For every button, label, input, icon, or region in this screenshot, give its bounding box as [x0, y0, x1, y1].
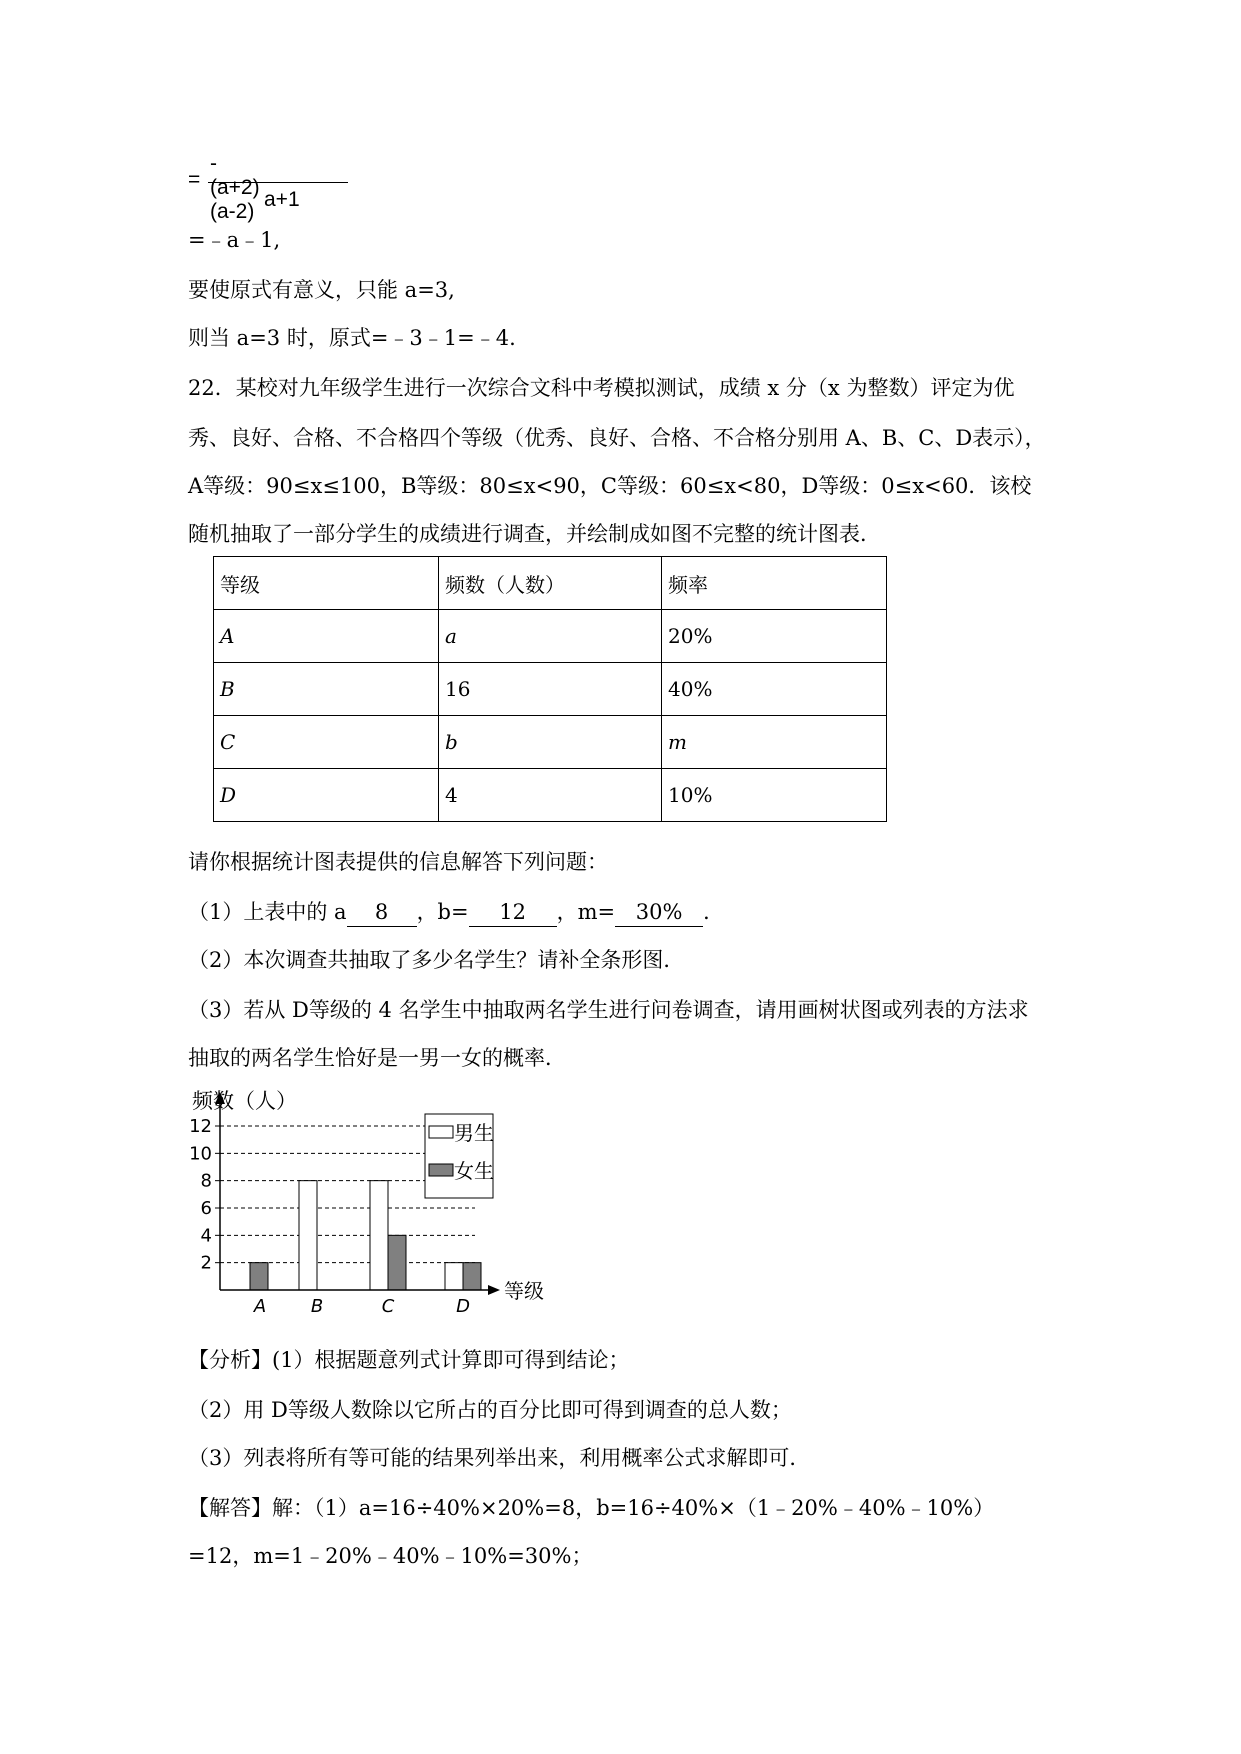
- problem-line-2: 秀、良好、合格、不合格四个等级（优秀、良好、合格、不合格分别用 A、B、C、D表示），: [188, 426, 1046, 450]
- analysis-line-3: （3）列表将所有等可能的结果列举出来，利用概率公式求解即可．: [188, 1446, 811, 1470]
- equals-sign: =: [188, 168, 201, 191]
- y-tick-label: 2: [200, 1252, 212, 1274]
- chart-title: 频数（人）: [192, 1090, 297, 1113]
- problem-number: 22．: [188, 376, 236, 400]
- bar-female: [388, 1235, 406, 1290]
- y-tick-label: 6: [200, 1198, 212, 1219]
- analysis-line-2: （2）用 D等级人数除以它所占的百分比即可得到调查的总人数；: [188, 1398, 792, 1422]
- bar-male: [370, 1181, 388, 1290]
- question-1: [188, 898, 724, 927]
- answer-line-1: 【解答】解：（1）a=16÷40%×20%=8，b=16÷40%×（1﹣20%﹣40%﹣10%）: [188, 1496, 995, 1520]
- q1-answer-m: 30%: [615, 898, 703, 927]
- y-tick-label: 8: [200, 1170, 212, 1192]
- table-cell: a: [439, 610, 662, 663]
- fraction-numerator: -(a+2)(a-2): [210, 152, 260, 223]
- table-cell: 4: [439, 769, 662, 822]
- problem-line-4: 随机抽取了一部分学生的成绩进行调查，并绘制成如图不完整的统计图表．: [188, 522, 881, 546]
- table-cell: m: [662, 716, 887, 769]
- grade-table: [213, 556, 887, 822]
- solution-line-1: =﹣a﹣1,: [188, 228, 281, 252]
- y-tick-label: 12: [189, 1116, 212, 1137]
- table-cell: C: [214, 716, 439, 769]
- solution-line-2: 要使原式有意义，只能 a=3,: [188, 278, 455, 302]
- legend-swatch: [429, 1126, 453, 1138]
- table-cell: A: [214, 610, 439, 663]
- legend-label: 女生: [454, 1159, 494, 1183]
- table-header: 频率: [662, 557, 887, 610]
- x-category-label: D: [456, 1296, 470, 1317]
- table-header: 等级: [214, 557, 439, 610]
- table-header-row: [214, 557, 887, 610]
- q1-answer-a: 8: [347, 898, 417, 927]
- q1-end: ．: [703, 900, 725, 924]
- bar-female: [250, 1263, 268, 1290]
- table-header: 频数（人数）: [439, 557, 662, 610]
- solution-line-3: 则当 a=3 时，原式=﹣3﹣1=﹣4.: [188, 326, 516, 350]
- bar-male: [299, 1181, 317, 1290]
- table-cell: D: [214, 769, 439, 822]
- x-axis-arrow: [488, 1285, 500, 1295]
- table-cell: 20%: [662, 610, 887, 663]
- table-cell: 40%: [662, 663, 887, 716]
- fraction-bar: [208, 182, 348, 183]
- x-category-label: C: [381, 1296, 395, 1317]
- bar-male: [445, 1263, 463, 1290]
- y-tick-label: 4: [200, 1225, 212, 1247]
- table-cell: 16: [439, 663, 662, 716]
- table-cell: 10%: [662, 769, 887, 822]
- q1-answer-b: 12: [469, 898, 557, 927]
- problem-line-3: A等级：90≤x≤100，B等级：80≤x<90，C等级：60≤x<80，D等级：0≤x<60．该校: [188, 474, 1032, 498]
- x-category-label: B: [310, 1296, 324, 1317]
- y-tick-label: 10: [189, 1143, 212, 1165]
- x-axis-label: 等级: [504, 1279, 544, 1303]
- bar-female: [463, 1263, 481, 1290]
- questions-intro: 请你根据统计图表提供的信息解答下列问题：: [188, 850, 608, 874]
- question-3-line-1: （3）若从 D等级的 4 名学生中抽取两名学生进行问卷调查，请用画树状图或列表的方法求: [188, 998, 1029, 1022]
- question-3-line-2: 抽取的两名学生恰好是一男一女的概率．: [188, 1046, 566, 1070]
- table-cell: b: [439, 716, 662, 769]
- problem-line-1: [188, 374, 1014, 402]
- q1-prefix: （1）上表中的 a: [188, 900, 347, 924]
- table-row: [214, 610, 887, 663]
- bar-chart: [180, 1090, 620, 1330]
- q1-m-label: ，m=: [556, 900, 616, 924]
- table-row: [214, 716, 887, 769]
- x-category-label: A: [253, 1296, 267, 1317]
- analysis-line-1: 【分析】(1）根据题意列式计算即可得到结论；: [188, 1348, 630, 1372]
- legend-label: 男生: [454, 1121, 494, 1145]
- table-cell: B: [214, 663, 439, 716]
- fraction-denominator: a+1: [264, 188, 300, 211]
- legend-swatch: [429, 1164, 453, 1176]
- problem-text-1: 某校对九年级学生进行一次综合文科中考模拟测试，成绩 x 分（x 为整数）评定为优: [235, 376, 1015, 400]
- q1-b-label: ，b=: [416, 900, 469, 924]
- table-row: [214, 769, 887, 822]
- question-2: （2）本次调查共抽取了多少名学生？请补全条形图．: [188, 948, 685, 972]
- table-row: [214, 663, 887, 716]
- answer-line-2: =12，m=1﹣20%﹣40%﹣10%=30%；: [188, 1544, 593, 1568]
